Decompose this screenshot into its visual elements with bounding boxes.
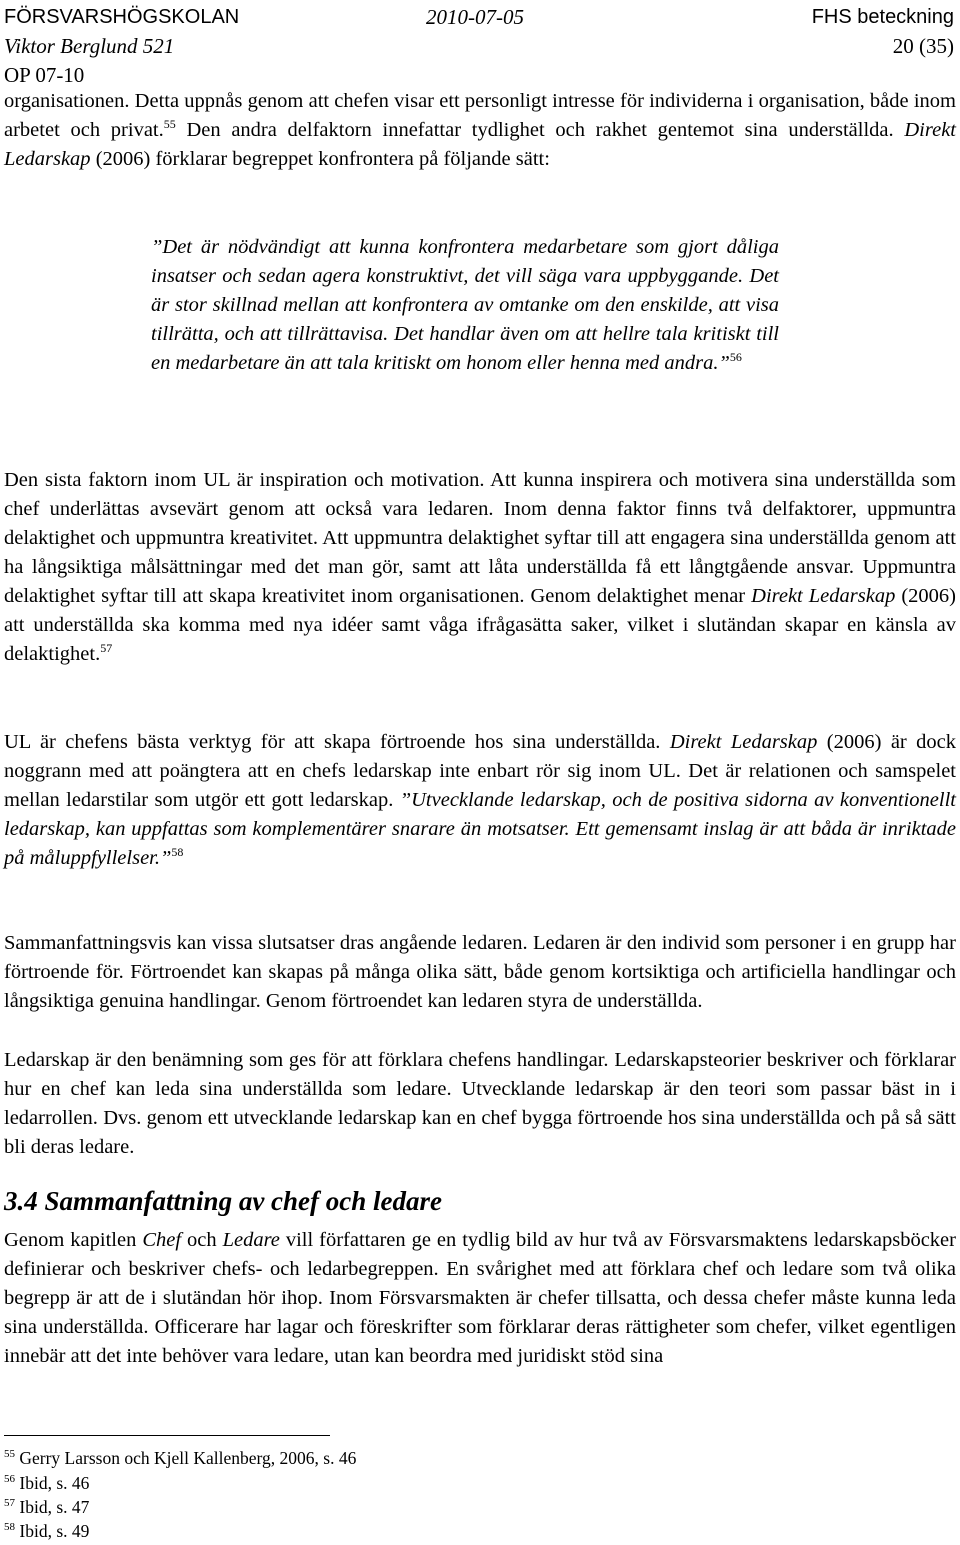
paragraph-4: Sammanfattningsvis kan vissa slutsatser dras angående ledaren. Ledaren är den individ som personer i en grupp har förtroende för. Förtroendet kan skapas på många olika sätt, både genom kortsiktiga och artificiella handlingar och långsiktiga genuina handlingar. Genom förtroendet kan ledaren styra de underställda. [4, 932, 956, 1012]
paragraph-1-text-c: (2006) förklarar begreppet konfrontera på följande sätt: [90, 148, 550, 170]
paragraph-1-text-b: Den andra delfaktorn innefattar tydlighet och rakhet gentemot sina underställda. [175, 119, 905, 141]
footnote-57 [4, 1497, 89, 1518]
footnote-ref-58[interactable]: 58 [171, 845, 184, 860]
footnote-number: 56 [4, 1473, 15, 1486]
header-designation: FHS beteckning [811, 6, 954, 28]
footnote-58 [4, 1521, 89, 1542]
paragraph-6-text-a: Genom kapitlen [4, 1229, 143, 1251]
footnote-ref-55[interactable]: 55 [163, 117, 176, 132]
paragraph-3-text-b: (2006) är dock noggrann med att poängtera att en chefs ledarskap inte enbart rör sig inom UL. Det är relationen och samspelet mellan ledarstilar som utgör ett gott ledarskap. [4, 731, 956, 811]
footnote-55 [4, 1448, 356, 1469]
header-school: FÖRSVARSHÖGSKOLAN [4, 6, 240, 28]
paragraph-3-text-a: UL är chefens bästa verktyg för att skapa förtroende hos sina underställda. [4, 731, 670, 753]
footnote-ref-56[interactable]: 56 [729, 350, 742, 365]
paragraph-6-text-b: och [181, 1229, 223, 1251]
block-quote-text: ”Det är nödvändigt att kunna konfrontera medarbetare som gjort dåliga insatser och sedan agera konstruktivt, det vill säga vara uppbyggande. Det är stor skillnad mellan att konfrontera av omtanke om den enskilde, att visa tillrätta, och att tillrättavisa. Det handlar även om att hellre tala kritiskt till en medarbetare än att tala kritiskt om honom eller henna med andra.” [151, 236, 779, 374]
paragraph-3 [4, 728, 956, 873]
paragraph-2-text-b: (2006) att underställda ska komma med nya idéer samt våga ifrågasätta saker, vilket i slutändan skapar en känsla av delaktighet. [4, 585, 956, 665]
footnote-number: 57 [4, 1497, 15, 1510]
paragraph-2-text-a: Den sista faktorn inom UL är inspiration och motivation. Att kunna inspirera och motivera sina underställda som chef underlättas avsevärt genom att också vara ledaren. Inom denna faktor finns två delfaktorer, uppmuntra delaktighet och uppmuntra kreativitet. Att uppmuntra delaktighet syftar till att engagera sina underställda genom att ha långsiktiga målsättningar med det man gör, samt att låta underställda få ett långtgående ansvar. Uppmuntra delaktighet syftar till att skapa kreativitet inom organisationen. Genom delaktighet menar [4, 469, 956, 607]
paragraph-6-term-ledare: Ledare [222, 1229, 280, 1251]
footnote-text: Gerry Larsson och Kjell Kallenberg, 2006, s. 46 [15, 1448, 357, 1468]
paragraph-1 [4, 87, 956, 174]
footnote-text: Ibid, s. 49 [15, 1521, 90, 1541]
footnote-text: Ibid, s. 46 [15, 1473, 90, 1493]
paragraph-5: Ledarskap är den benämning som ges för att förklara chefens handlingar. Ledarskapsteorier beskriver och förklarar hur en chef kan leda sina underställda som ledare. Utvecklande ledarskap är den teori som passar bäst in i ledarrollen. Dvs. genom ett utvecklande ledarskap kan en chef bygga förtroende hos sina underställda och på så sätt bli deras ledare. [4, 1049, 956, 1158]
block-quote [151, 233, 779, 378]
section-heading: 3.4 Sammanfattning av chef och ledare [4, 1186, 442, 1216]
paragraph-1-text-a: organisationen. Detta uppnås genom att chefen visar ett personligt intresse för individerna i organisation, både inom arbetet och privat. [4, 90, 956, 141]
paragraph-2 [4, 466, 956, 669]
footnote-56 [4, 1473, 89, 1494]
paragraph-3-quote: ”Utvecklande ledarskap, och de positiva sidorna av konventionellt ledarskap, kan uppfattas som komplementärer snarare än motsatser. Ett gemensamt inslag är att båda är inriktade på måluppfyllelser.” [4, 789, 956, 869]
paragraph-6-text-c: vill författaren ge en tydlig bild av hur två av Försvarsmaktens ledarskapsböcker definierar och beskriver chefs- och ledarbegreppen. En svårighet med att förklara chef och ledare som två olika begrepp är att de i slutändan hör ihop. Inom Försvarsmakten är chefer tillsatta, och dessa chefer måste kunna leda sina underställda. Officerare har lagar och föreskrifter som förklarar deras rättigheter som chefer, vilket egentligen innebär att det inte behöver vara ledare, utan kan beordra med juridiskt stöd sina [4, 1229, 956, 1367]
footnote-text: Ibid, s. 47 [15, 1497, 90, 1517]
paragraph-2-source: Direkt Ledarskap [751, 585, 896, 607]
footnote-number: 58 [4, 1521, 15, 1534]
paragraph-6 [4, 1226, 956, 1371]
footnote-ref-57[interactable]: 57 [100, 641, 113, 656]
header-course: OP 07-10 [4, 63, 85, 87]
footnote-separator [4, 1435, 330, 1436]
footnote-number: 55 [4, 1448, 15, 1461]
header-author: Viktor Berglund 521 [4, 34, 175, 58]
paragraph-1-source: Direkt Ledarskap [4, 119, 956, 170]
header-date: 2010-07-05 [426, 5, 524, 29]
header-page-number: 20 (35) [892, 34, 954, 58]
paragraph-6-term-chef: Chef [142, 1229, 182, 1251]
paragraph-3-source: Direkt Ledarskap [669, 731, 818, 753]
